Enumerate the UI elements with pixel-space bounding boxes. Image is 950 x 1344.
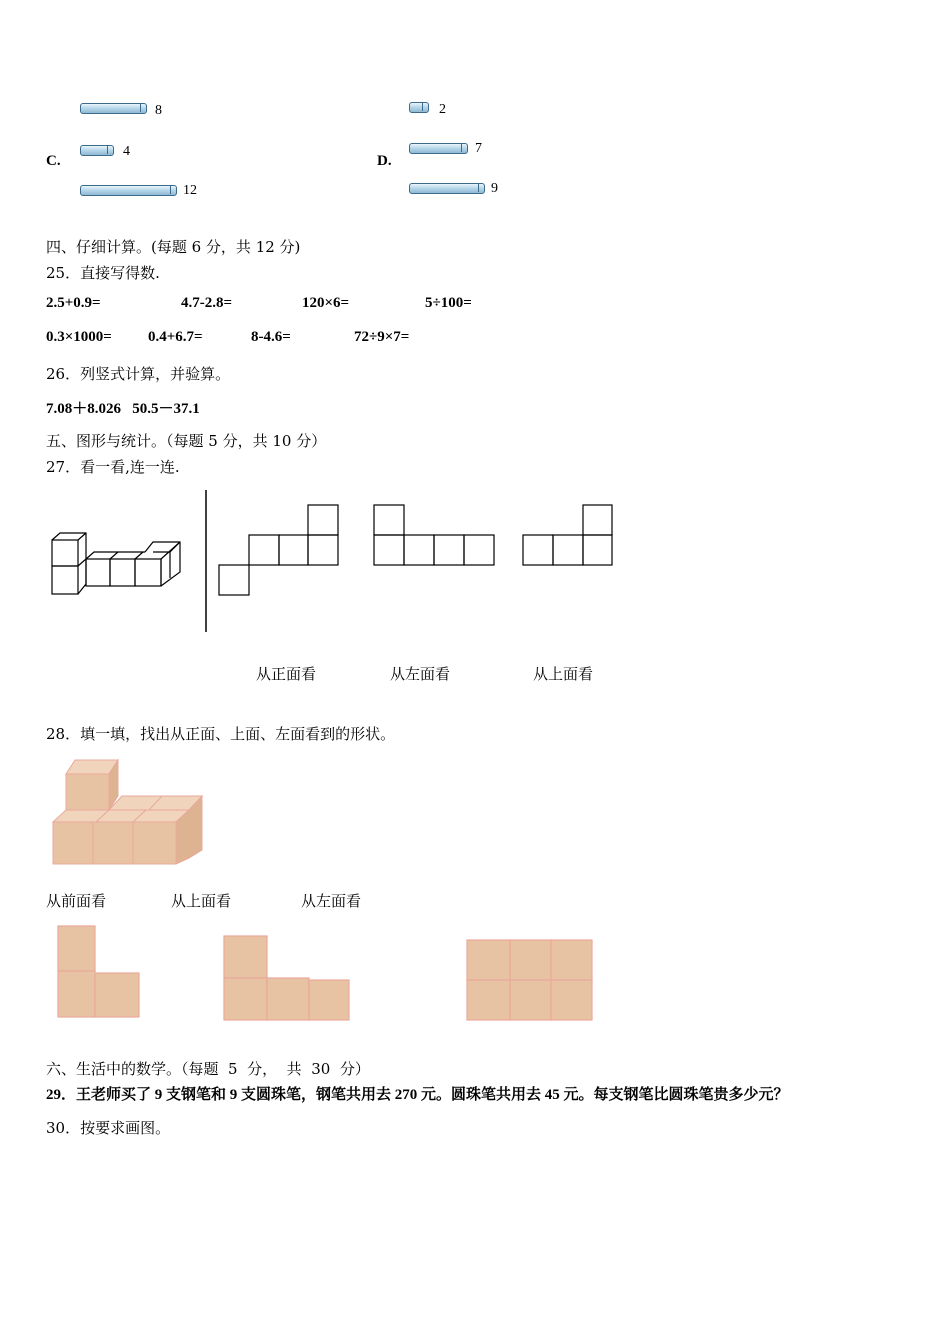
section-6-heading: 六、生活中的数学。（每题 5 分， 共 30 分） (46, 1060, 370, 1078)
rod-c-1-length: 8 (155, 103, 162, 118)
q28-view-label: 从前面看 (46, 892, 107, 910)
q27-view-1 (219, 505, 338, 595)
q27-view-label: 从正面看 (256, 665, 317, 683)
q25-title: 25．直接写得数. (46, 264, 160, 282)
q28-title: 28．填一填，找出从正面、上面、左面看到的形状。 (46, 725, 396, 743)
q27-view-2 (374, 505, 494, 565)
q28-view-b (224, 936, 349, 1020)
q26-title: 26．列竖式计算，并验算。 (46, 365, 231, 383)
option-d-label: D. (377, 153, 392, 169)
q25-item: 5÷100= (425, 295, 472, 311)
rod-d-3-length: 9 (491, 181, 498, 196)
q25-item: 4.7-2.8= (181, 295, 233, 311)
rod-c-2-length: 4 (123, 144, 130, 159)
q28-views (0, 0, 950, 200)
rod-d-1-length: 2 (439, 102, 446, 117)
q26-problems: 7.08＋8.026 50.5－37.1 (46, 401, 200, 417)
q27-view-3 (523, 505, 612, 565)
q28-view-label: 从左面看 (301, 892, 362, 910)
rod-d-2-length: 7 (475, 141, 482, 156)
section-4-heading: 四、仔细计算。(每题 6 分，共 12 分) (46, 238, 301, 256)
q25-item: 0.4+6.7= (148, 329, 203, 345)
q27-solid (52, 533, 180, 594)
q28-view-label: 从上面看 (171, 892, 232, 910)
q25-item: 72÷9×7= (354, 329, 410, 345)
q29-text: 29．王老师买了 9 支钢笔和 9 支圆珠笔，钢笔共用去 270 元。圆珠笔共用去 45 元。每支钢笔比圆珠笔贵多少元？ (46, 1087, 789, 1103)
q27-view-label: 从上面看 (533, 665, 594, 683)
rod-c-3-length: 12 (183, 183, 197, 198)
q25-item: 8-4.6= (251, 329, 291, 345)
q27-title: 27．看一看,连一连. (46, 458, 180, 476)
q25-item: 120×6= (302, 295, 350, 311)
q25-item: 2.5+0.9= (46, 295, 101, 311)
q28-view-c (467, 940, 592, 1020)
section-5-heading: 五、图形与统计。（每题 5 分，共 10 分） (46, 432, 327, 450)
q27-view-label: 从左面看 (390, 665, 451, 683)
q25-item: 0.3×1000= (46, 329, 112, 345)
q28-view-a (58, 926, 139, 1017)
q30-text: 30．按要求画图。 (46, 1119, 171, 1137)
option-c-label: C. (46, 153, 61, 169)
